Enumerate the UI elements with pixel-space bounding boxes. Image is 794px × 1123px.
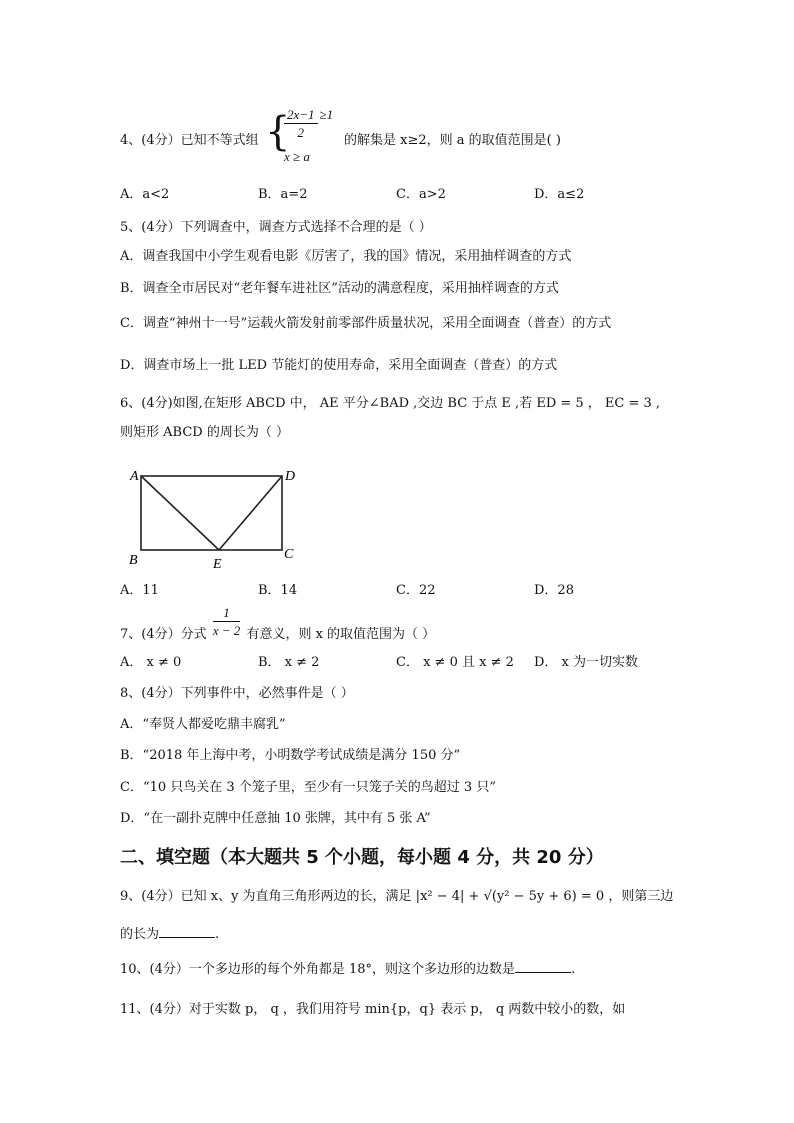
q10-suffix: .: [571, 962, 576, 977]
q6-rectangle: [141, 476, 282, 550]
q6-line2: 则矩形 ABCD 的周长为（ ）: [120, 425, 289, 440]
q6-label-a: A: [130, 469, 139, 484]
q6-label-c: C: [284, 547, 294, 562]
q4-option-c: C．a>2: [396, 187, 446, 202]
q7-line: [120, 606, 435, 646]
q7-fraction: [213, 604, 241, 639]
q8-option-d: D．“在一副扑克牌中任意抽 10 张牌，其中有 5 张 A”: [120, 811, 431, 826]
q4-ineq1-num: 2x−1: [284, 106, 318, 124]
q9-answer-blank[interactable]: [159, 925, 215, 938]
q6-label-e: E: [213, 557, 222, 572]
q4-brace: {: [265, 109, 291, 155]
q4-line: [120, 107, 561, 168]
q4-ineq1-den: 2: [297, 125, 305, 140]
q6-segment-ae: [141, 476, 219, 550]
q7-suffix: 有意义，则 x 的取值范围为（ ）: [246, 627, 436, 642]
q4-option-b: B．a=2: [258, 187, 308, 202]
q10-line: [120, 960, 575, 979]
section2-title: 二、填空题（本大题共 5 个小题，每小题 4 分，共 20 分）: [120, 847, 604, 868]
q9-line2: [120, 925, 219, 944]
q6-option-a: A．11: [120, 583, 159, 598]
q5-stem: 5、(4分）下列调查中，调查方式选择不合理的是（ ）: [120, 220, 432, 235]
q6-figure: [128, 462, 308, 572]
q11-line1: 11、(4分）对于实数 p， q ，我们用符号 min{p，q} 表示 p， q 两数中较小的数，如: [120, 1002, 626, 1017]
q4-option-d: D．a≤2: [534, 187, 585, 202]
q6-option-b: B．14: [258, 583, 298, 598]
q4-suffix: 的解集是 x≥2，则 a 的取值范围是( ): [344, 133, 561, 148]
q9-line1: 9、(4分）已知 x、y 为直角三角形两边的长，满足 |x² − 4| + √(y² − 5y + 6) = 0 ，则第三边: [120, 889, 674, 904]
q5-option-a: A．调查我国中小学生观看电影《厉害了，我的国》情况，采用抽样调查的方式: [120, 249, 572, 264]
q10-answer-blank[interactable]: [515, 960, 571, 973]
q9-line2-prefix: 的长为: [120, 927, 160, 942]
q7-prefix: 7、(4分）分式: [120, 627, 207, 642]
q6-option-c: C．22: [396, 583, 436, 598]
q4-prefix: 4、(4分）已知不等式组: [120, 133, 259, 148]
q8-stem: 8、(4分）下列事件中，必然事件是（ ）: [120, 686, 354, 701]
q4-ineq1: [282, 106, 333, 141]
q9-line2-suffix: .: [215, 927, 220, 942]
q7-option-c: C． x ≠ 0 且 x ≠ 2: [396, 655, 514, 670]
q8-option-b: B．“2018 年上海中考，小明数学考试成绩是满分 150 分”: [120, 748, 461, 763]
q5-option-d: D．调查市场上一批 LED 节能灯的使用寿命，采用全面调查（普查）的方式: [120, 358, 558, 373]
q8-option-c: C．“10 只鸟关在 3 个笼子里，至少有一只笼子关的鸟超过 3 只”: [120, 780, 496, 795]
q7-frac-den: x − 2: [212, 623, 241, 638]
q4-ineq2: x ≥ a: [284, 149, 310, 164]
q10-prefix: 10、(4分）一个多边形的每个外角都是 18°，则这个多边形的边数是: [120, 962, 516, 977]
q7-frac-num: 1: [213, 604, 241, 622]
q6-option-d: D．28: [534, 583, 574, 598]
q7-option-d: D． x 为一切实数: [534, 655, 639, 670]
q5-option-b: B．调查全市居民对“老年餐车进社区”活动的满意程度，采用抽样调查的方式: [120, 281, 559, 296]
q6-label-b: B: [129, 553, 138, 568]
q4-ineq1-rhs: ≥1: [319, 107, 334, 122]
q6-label-d: D: [285, 469, 296, 484]
q4-option-a: A．a<2: [120, 187, 170, 202]
q7-option-b: B． x ≠ 2: [258, 655, 320, 670]
q8-option-a: A．“奉贤人都爱吃鼎丰腐乳”: [120, 717, 286, 732]
q6-segment-ed: [219, 476, 282, 550]
q5-option-c: C．调查“神州十一号”运载火箭发射前零部件质量状况，采用全面调查（普查）的方式: [120, 316, 612, 331]
q6-line1: 6、(4分)如图,在矩形 ABCD 中， AE 平分∠BAD ,交边 BC 于点 E ,若 ED = 5 ， EC = 3 ,: [120, 396, 661, 411]
q7-option-a: A． x ≠ 0: [120, 655, 182, 670]
